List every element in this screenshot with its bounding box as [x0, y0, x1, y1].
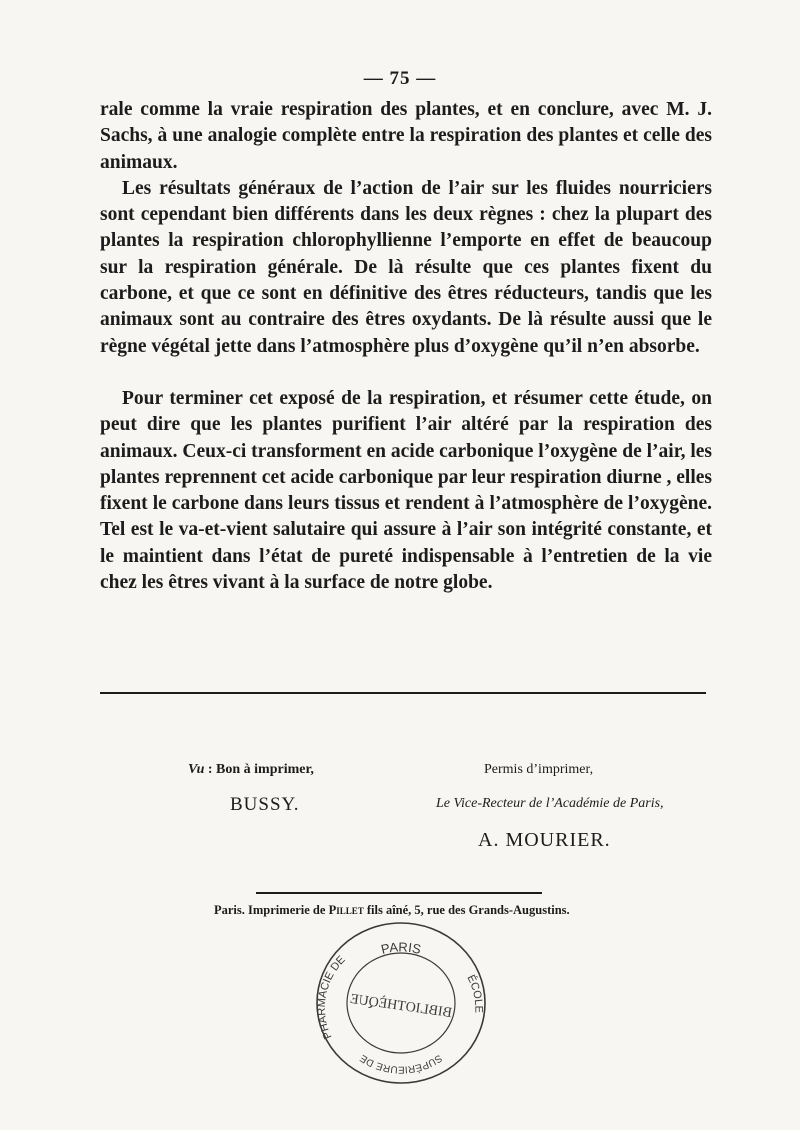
permis-line: Permis d’imprimer, [484, 762, 594, 777]
vu-label: Vu [188, 762, 205, 777]
paragraph-3: Pour terminer cet exposé de la respiration, et résumer cette étude, on peut dire que les plantes purifient l’air altéré par la respiration des animaux. Ceux-ci transforment en acide carbonique l’oxygène de l’air, les plantes reprennent cet acide carbonique par leur respiration diurne , elles fixent le carbone dans leurs tissus et rendent à l’atmosphère de l’oxygène. Tel est le va-et-vient salutaire qui assure à l’air son intégrité constante, et le maintient dans l’état de pureté indispensable à l’entretien de la vie chez les êtres vivant à la surface de notre globe. [100, 387, 712, 594]
vu-rest: : Bon à imprimer, [204, 762, 314, 777]
library-stamp [308, 918, 494, 1088]
paragraph-2: Les résultats généraux de l’action de l’air sur les fluides nourriciers sont cependant bien différents dans les deux règnes : chez la plupart des plantes la respiration chlorophyllienne l’emporte en effet de beaucoup sur la respiration générale. De là résulte que ces plantes fixent du carbone, et que ce sont en définitive des êtres réducteurs, tandis que les animaux sont au contraire des êtres oxydants. De là résulte aussi que le règne végétal jette dans l’atmosphère plus d’oxygène qu’il n’en absorbe. [100, 177, 712, 357]
body-text [100, 97, 712, 596]
stamp-left-text: PHARMACIE DE [315, 953, 348, 1041]
imprint-rule [256, 892, 542, 894]
vice-recteur-title: Le Vice-Recteur de l’Académie de Paris, [436, 796, 664, 811]
printer-imprint [214, 903, 570, 918]
separator-rule [100, 692, 706, 694]
imprint-after: fils aîné, 5, rue des Grands-Augustins. [363, 903, 570, 917]
stamp-center-text: BIBLIOTHÈQUE [349, 991, 453, 1022]
imprint-before: Imprimerie de [244, 903, 329, 917]
imprint-printer: Pillet [328, 903, 364, 917]
stamp-right-text: ÉCOLE [464, 973, 485, 1013]
stamp-bottom-text: SUPÉRIEURE DE [358, 1051, 444, 1075]
stamp-top-text: PARIS [379, 939, 423, 957]
signatory-right: A. MOURIER. [478, 829, 611, 851]
approval-line [188, 762, 314, 778]
paragraph-1: rale comme la vraie respiration des plantes, et en conclure, avec M. J. Sachs, à une analogie complète entre la respiration des plantes et celle des animaux. [100, 99, 712, 173]
page-number: — 75 — [363, 68, 437, 89]
signatory-left: BUSSY. [230, 794, 300, 815]
imprint-city: Paris. [214, 903, 245, 917]
